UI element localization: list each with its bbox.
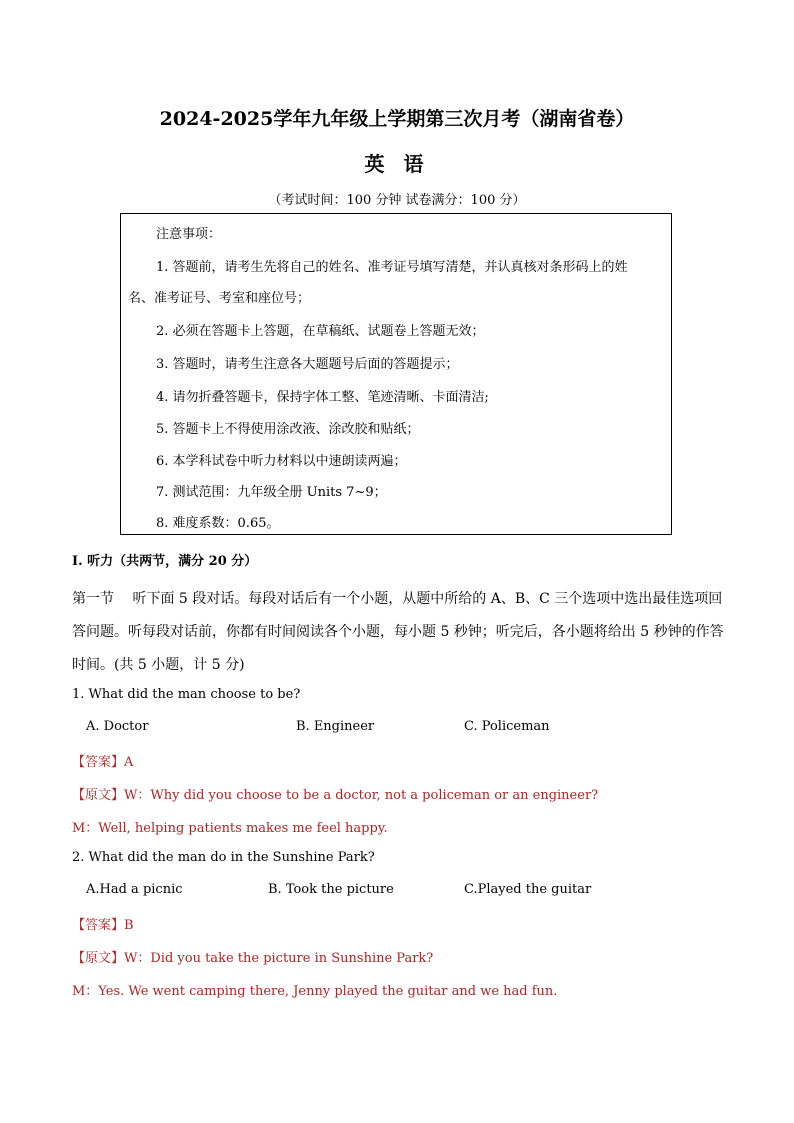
option-c: C. Policeman	[464, 719, 550, 734]
script-line	[72, 947, 433, 966]
subject-title: 英 语	[364, 152, 430, 176]
option-a: A. Doctor	[86, 719, 149, 734]
script-label: 【原文】	[72, 951, 125, 966]
notice-item: 8. 难度系数：0.65。	[156, 516, 280, 531]
instructions-line: 第一节 听下面 5 段对话。每段对话后有一个小题，从题中所给的 A、B、C 三个选项中选出最佳选项回	[72, 591, 723, 607]
script-label: 【原文】	[72, 788, 125, 803]
script-man: M：Yes. We went camping there, Jenny played the guitar and we had fun.	[72, 984, 558, 999]
instructions-line: 时间。(共 5 小题，计 5 分)	[72, 657, 245, 673]
answer-line	[72, 914, 134, 933]
question-stem: 2. What did the man do in the Sunshine Park?	[72, 850, 375, 865]
notice-item: 7. 测试范围：九年级全册 Units 7~9；	[156, 485, 387, 500]
option-b: B. Engineer	[296, 719, 375, 734]
answer-value: A	[124, 755, 134, 770]
answer-label: 【答案】	[72, 918, 125, 933]
instructions-line: 答问题。听每段对话前，你都有时间阅读各个小题，每小题 5 秒钟；听完后，各小题将给出 5 秒钟的作答	[72, 624, 724, 640]
notice-item: 5. 答题卡上不得使用涂改液、涂改胶和贴纸；	[156, 422, 420, 437]
question-stem: 1. What did the man choose to be?	[72, 687, 301, 702]
notice-item: 3. 答题时，请考生注意各大题题号后面的答题提示；	[156, 357, 459, 372]
notice-item: 1. 答题前，请考生先将自己的姓名、准考证号填写清楚，并认真核对条形码上的姓	[156, 260, 628, 275]
exam-title: 2024-2025学年九年级上学期第三次月考（湖南省卷）	[159, 108, 635, 130]
option-b: B. Took the picture	[268, 882, 394, 897]
answer-value: B	[124, 918, 134, 933]
script-woman: W：Why did you choose to be a doctor, not a policeman or an engineer?	[124, 788, 599, 803]
notice-item: 2. 必须在答题卡上答题，在草稿纸、试题卷上答题无效；	[156, 324, 485, 339]
section-heading: I. 听力（共两节，满分 20 分）	[72, 554, 258, 569]
notice-heading: 注意事项：	[156, 227, 222, 242]
exam-meta: （考试时间：100 分钟 试卷满分：100 分）	[268, 193, 526, 208]
notice-item: 4. 请勿折叠答题卡，保持字体工整、笔迹清晰、卡面清洁;	[156, 390, 489, 405]
script-man: M：Well, helping patients makes me feel happy.	[72, 821, 388, 836]
answer-line	[72, 751, 133, 770]
notice-item: 6. 本学科试卷中听力材料以中速朗读两遍；	[156, 454, 407, 469]
notice-item: 名、准考证号、考室和座位号；	[128, 291, 311, 306]
option-a: A.Had a picnic	[86, 882, 183, 897]
script-line	[72, 784, 598, 803]
script-woman: W：Did you take the picture in Sunshine Park?	[124, 951, 434, 966]
option-c: C.Played the guitar	[464, 882, 592, 897]
answer-label: 【答案】	[72, 755, 125, 770]
